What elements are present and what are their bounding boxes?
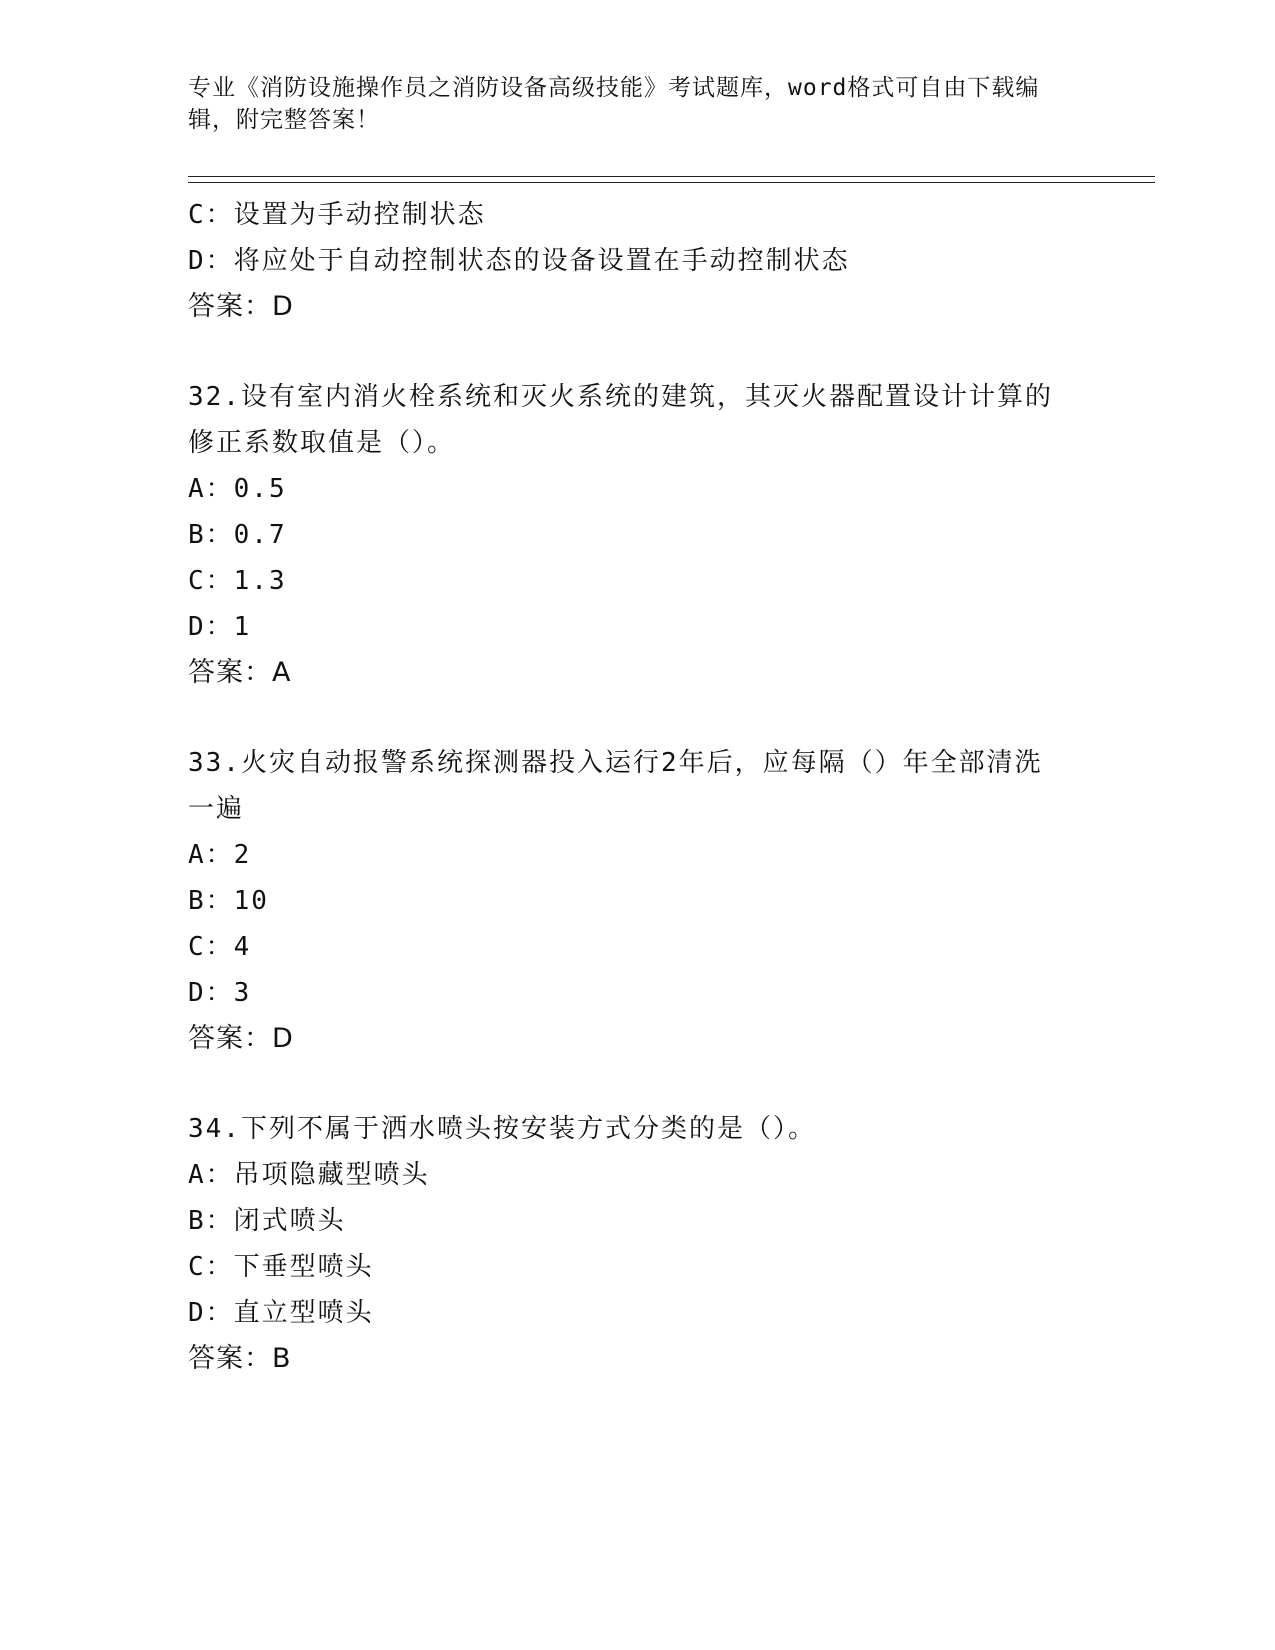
option-d: D：直立型喷头 xyxy=(188,1298,374,1328)
option-c: C：设置为手动控制状态 xyxy=(188,200,486,230)
option-a: A：2 xyxy=(188,840,252,870)
option-d: D：3 xyxy=(188,978,252,1008)
header-divider-top xyxy=(188,176,1155,177)
option-a: A：0.5 xyxy=(188,474,287,504)
question-block-32 xyxy=(188,374,1088,696)
option-b: B：0.7 xyxy=(188,520,287,550)
header-divider-bottom xyxy=(188,182,1155,183)
option-d: D：1 xyxy=(188,612,252,642)
option-c: C：下垂型喷头 xyxy=(188,1252,374,1282)
option-b: B：闭式喷头 xyxy=(188,1206,346,1236)
option-b: B：10 xyxy=(188,886,269,916)
question-stem-continued: 修正系数取值是（）。 xyxy=(188,428,456,458)
question-stem: 34.下列不属于洒水喷头按安装方式分类的是（）。 xyxy=(188,1114,816,1144)
question-stem: 33.火灾自动报警系统探测器投入运行2年后，应每隔（）年全部清洗 xyxy=(188,748,1043,778)
header-line-1: 专业《消防设施操作员之消防设备高级技能》考试题库，word格式可自由下载编 xyxy=(188,75,1040,101)
answer-line: 答案：D xyxy=(188,1023,294,1054)
option-c: C：4 xyxy=(188,932,252,962)
answer-line: 答案：D xyxy=(188,291,294,322)
header-line-2: 辑，附完整答案！ xyxy=(188,107,380,133)
question-stem: 32.设有室内消火栓系统和灭火系统的建筑，其灭火器配置设计计算的 xyxy=(188,382,1053,412)
option-d: D：将应处于自动控制状态的设备设置在手动控制状态 xyxy=(188,246,850,276)
document-header xyxy=(188,72,1068,136)
answer-line: 答案：A xyxy=(188,657,292,688)
option-c: C：1.3 xyxy=(188,566,287,596)
question-block-33 xyxy=(188,740,1088,1062)
question-block-31 xyxy=(188,192,1088,330)
question-block-34 xyxy=(188,1106,1088,1382)
answer-line: 答案：B xyxy=(188,1343,292,1374)
option-a: A：吊项隐藏型喷头 xyxy=(188,1160,430,1190)
question-list xyxy=(188,192,1088,1382)
question-stem-continued: 一遍 xyxy=(188,794,245,824)
